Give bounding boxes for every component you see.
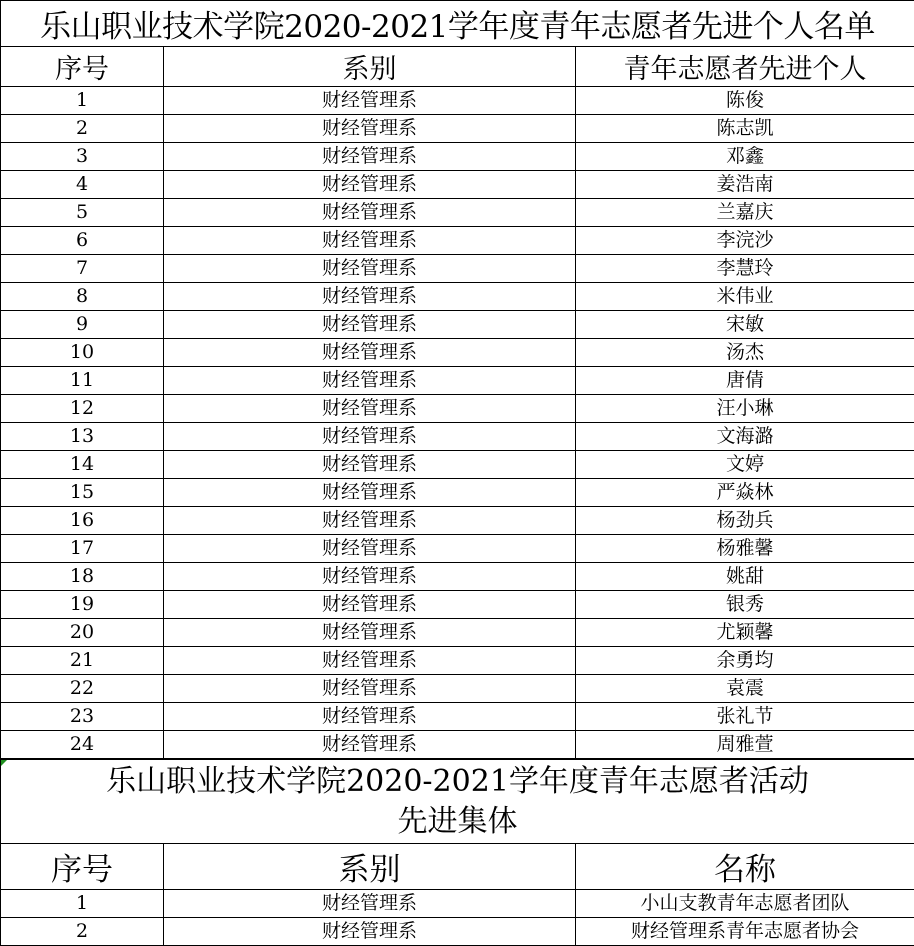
cell-number[interactable]: 10 — [1, 339, 164, 367]
cell-name[interactable]: 兰嘉庆 — [576, 199, 914, 227]
cell-number[interactable]: 22 — [1, 675, 164, 703]
cell-department[interactable]: 财经管理系 — [164, 890, 576, 918]
cell-department[interactable]: 财经管理系 — [164, 143, 576, 171]
cell-name[interactable]: 姚甜 — [576, 563, 914, 591]
cell-department[interactable]: 财经管理系 — [164, 703, 576, 731]
cell-department[interactable]: 财经管理系 — [164, 227, 576, 255]
cell-number[interactable]: 3 — [1, 143, 164, 171]
cell-name[interactable]: 小山支教青年志愿者团队 — [576, 890, 914, 918]
table-row — [1, 731, 914, 759]
table-row — [1, 451, 914, 479]
table-row — [1, 535, 914, 563]
cell-number[interactable]: 4 — [1, 171, 164, 199]
cell-name[interactable]: 袁震 — [576, 675, 914, 703]
cell-department[interactable]: 财经管理系 — [164, 918, 576, 946]
table-row — [1, 199, 914, 227]
cell-number[interactable]: 1 — [1, 890, 164, 918]
cell-name[interactable]: 唐倩 — [576, 367, 914, 395]
table-row — [1, 675, 914, 703]
header-number[interactable]: 序号 — [1, 47, 164, 87]
cell-number[interactable]: 5 — [1, 199, 164, 227]
cell-number[interactable]: 6 — [1, 227, 164, 255]
cell-department[interactable]: 财经管理系 — [164, 647, 576, 675]
cell-number[interactable]: 7 — [1, 255, 164, 283]
cell-department[interactable]: 财经管理系 — [164, 367, 576, 395]
cell-department[interactable]: 财经管理系 — [164, 731, 576, 759]
cell-number[interactable]: 14 — [1, 451, 164, 479]
cell-department[interactable]: 财经管理系 — [164, 255, 576, 283]
cell-department[interactable]: 财经管理系 — [164, 535, 576, 563]
cell-department[interactable]: 财经管理系 — [164, 591, 576, 619]
cell-name[interactable]: 杨劲兵 — [576, 507, 914, 535]
cell-name[interactable]: 汤杰 — [576, 339, 914, 367]
cell-name[interactable]: 尤颖馨 — [576, 619, 914, 647]
table-row — [1, 255, 914, 283]
cell-number[interactable]: 1 — [1, 87, 164, 115]
header-row — [1, 47, 914, 87]
cell-number[interactable]: 23 — [1, 703, 164, 731]
cell-department[interactable]: 财经管理系 — [164, 675, 576, 703]
cell-department[interactable]: 财经管理系 — [164, 619, 576, 647]
cell-number[interactable]: 17 — [1, 535, 164, 563]
table-row — [1, 647, 914, 675]
cell-name[interactable]: 李浣沙 — [576, 227, 914, 255]
cell-name[interactable]: 银秀 — [576, 591, 914, 619]
header-group-name[interactable]: 名称 — [576, 844, 914, 890]
table-row — [1, 619, 914, 647]
cell-number[interactable]: 13 — [1, 423, 164, 451]
cell-department[interactable]: 财经管理系 — [164, 395, 576, 423]
cell-name[interactable]: 周雅萱 — [576, 731, 914, 759]
cell-number[interactable]: 19 — [1, 591, 164, 619]
cell-department[interactable]: 财经管理系 — [164, 451, 576, 479]
header-department[interactable]: 系别 — [164, 844, 576, 890]
header-volunteer-name[interactable]: 青年志愿者先进个人 — [576, 47, 914, 87]
cell-name[interactable]: 陈志凯 — [576, 115, 914, 143]
table-row — [1, 311, 914, 339]
cell-name[interactable]: 姜浩南 — [576, 171, 914, 199]
table-row — [1, 115, 914, 143]
individual-awards-title[interactable]: 乐山职业技术学院2020-2021学年度青年志愿者先进个人名单 — [1, 1, 914, 47]
cell-department[interactable]: 财经管理系 — [164, 311, 576, 339]
group-awards-table — [0, 759, 914, 946]
header-number[interactable]: 序号 — [1, 844, 164, 890]
table-row — [1, 339, 914, 367]
table-row — [1, 171, 914, 199]
title-row — [1, 760, 914, 844]
cell-department[interactable]: 财经管理系 — [164, 339, 576, 367]
table-row — [1, 395, 914, 423]
cell-name[interactable]: 陈俊 — [576, 87, 914, 115]
cell-department[interactable]: 财经管理系 — [164, 87, 576, 115]
cell-name[interactable]: 汪小琳 — [576, 395, 914, 423]
table-row — [1, 890, 914, 918]
cell-name[interactable]: 文婷 — [576, 451, 914, 479]
error-indicator-icon — [1, 760, 7, 766]
cell-number[interactable]: 9 — [1, 311, 164, 339]
cell-name[interactable]: 宋敏 — [576, 311, 914, 339]
table-row — [1, 479, 914, 507]
cell-name[interactable]: 米伟业 — [576, 283, 914, 311]
group-awards-title-line1: 乐山职业技术学院2020-2021学年度青年志愿者活动 — [1, 762, 914, 802]
cell-name[interactable]: 文海潞 — [576, 423, 914, 451]
header-department[interactable]: 系别 — [164, 47, 576, 87]
table-row — [1, 591, 914, 619]
cell-department[interactable]: 财经管理系 — [164, 171, 576, 199]
cell-name[interactable]: 杨雅馨 — [576, 535, 914, 563]
cell-department[interactable]: 财经管理系 — [164, 199, 576, 227]
group-awards-title-line2: 先进集体 — [1, 802, 914, 842]
cell-number[interactable]: 12 — [1, 395, 164, 423]
cell-number[interactable]: 15 — [1, 479, 164, 507]
cell-name[interactable]: 余勇均 — [576, 647, 914, 675]
cell-number[interactable]: 11 — [1, 367, 164, 395]
cell-number[interactable]: 2 — [1, 115, 164, 143]
table-row — [1, 283, 914, 311]
cell-number[interactable]: 16 — [1, 507, 164, 535]
cell-name[interactable]: 邓鑫 — [576, 143, 914, 171]
cell-name[interactable]: 李慧玲 — [576, 255, 914, 283]
cell-department[interactable]: 财经管理系 — [164, 115, 576, 143]
cell-number[interactable]: 21 — [1, 647, 164, 675]
cell-number[interactable]: 8 — [1, 283, 164, 311]
cell-department[interactable]: 财经管理系 — [164, 479, 576, 507]
table-row — [1, 227, 914, 255]
table-row — [1, 87, 914, 115]
table-row — [1, 143, 914, 171]
table-row — [1, 367, 914, 395]
group-awards-title[interactable] — [1, 760, 914, 844]
cell-number[interactable]: 2 — [1, 918, 164, 946]
table-row — [1, 703, 914, 731]
cell-name[interactable]: 严焱林 — [576, 479, 914, 507]
table-row — [1, 563, 914, 591]
cell-department[interactable]: 财经管理系 — [164, 283, 576, 311]
table-row — [1, 507, 914, 535]
cell-department[interactable]: 财经管理系 — [164, 423, 576, 451]
table-row — [1, 423, 914, 451]
cell-name[interactable]: 财经管理系青年志愿者协会 — [576, 918, 914, 946]
cell-department[interactable]: 财经管理系 — [164, 507, 576, 535]
title-row — [1, 1, 914, 47]
cell-name[interactable]: 张礼节 — [576, 703, 914, 731]
cell-number[interactable]: 20 — [1, 619, 164, 647]
cell-department[interactable]: 财经管理系 — [164, 563, 576, 591]
cell-number[interactable]: 24 — [1, 731, 164, 759]
cell-number[interactable]: 18 — [1, 563, 164, 591]
header-row — [1, 844, 914, 890]
